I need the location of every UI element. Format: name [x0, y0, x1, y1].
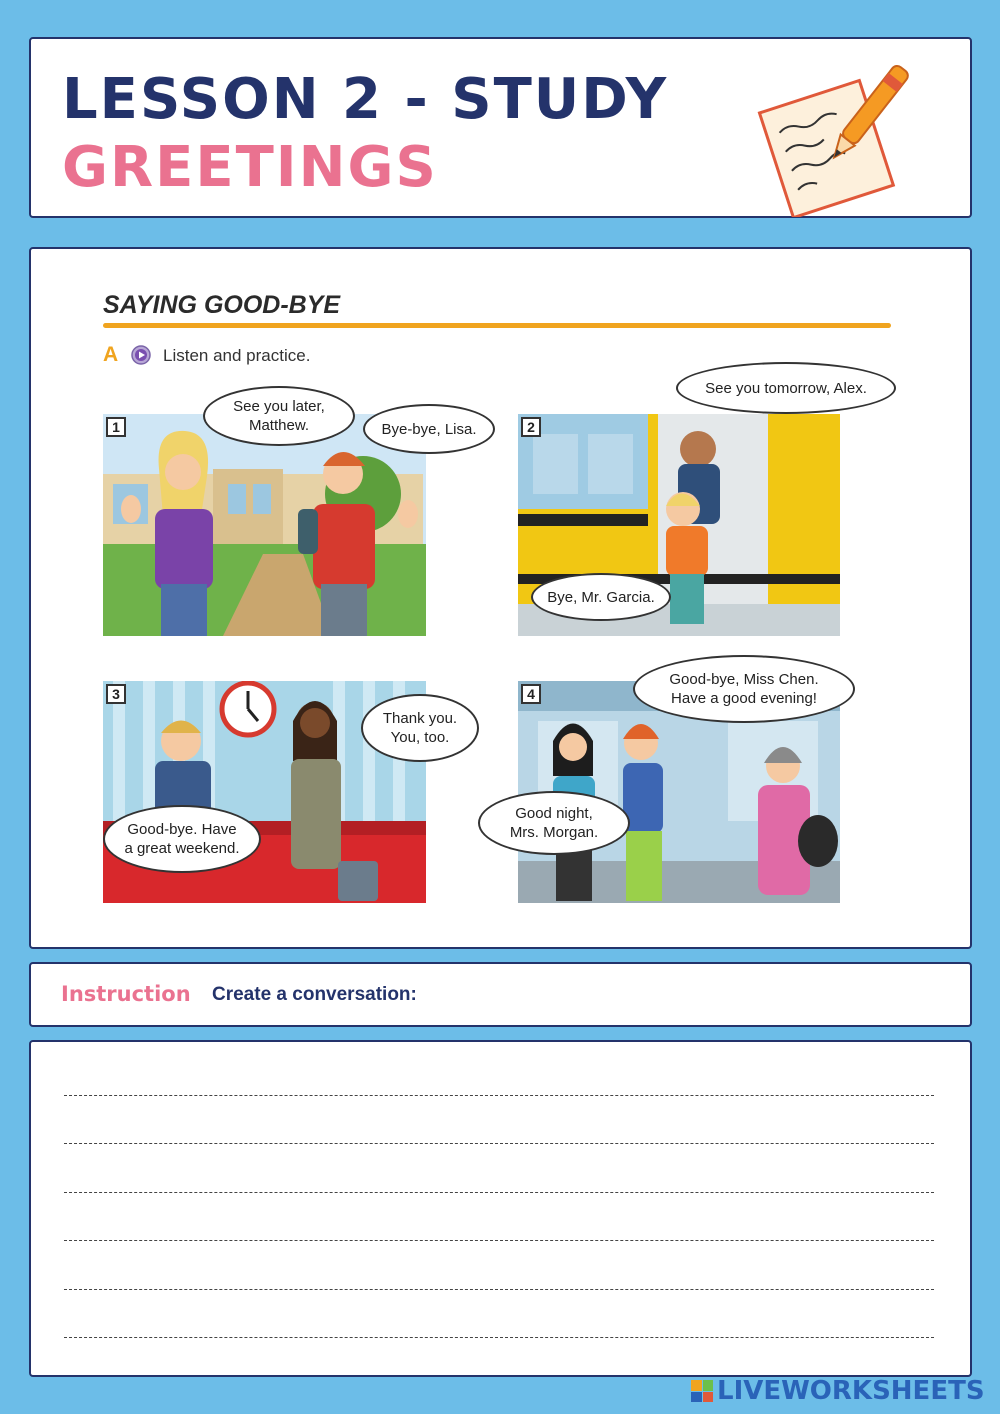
- liveworksheets-logo-icon: [691, 1380, 713, 1402]
- speech-bubble: See you later, Matthew.: [203, 386, 355, 446]
- speech-bubble: Bye-bye, Lisa.: [363, 404, 495, 454]
- liveworksheets-logo[interactable]: [691, 1376, 985, 1406]
- answer-line[interactable]: [64, 1337, 934, 1338]
- scene-number: 3: [106, 684, 126, 704]
- speech-bubble: Good-bye. Have a great weekend.: [103, 805, 261, 873]
- notepad-pen-icon: [747, 47, 917, 217]
- speech-bubble: Good night, Mrs. Morgan.: [478, 791, 630, 855]
- exercise-instruction: Listen and practice.: [163, 346, 311, 365]
- answer-area[interactable]: [29, 1040, 972, 1377]
- lesson-title: LESSON 2 - STUDY: [62, 67, 669, 132]
- answer-line[interactable]: [64, 1289, 934, 1290]
- dialogue-panel: [29, 247, 972, 949]
- speech-bubble: See you tomorrow, Alex.: [676, 362, 896, 414]
- speech-bubble: Good-bye, Miss Chen. Have a good evening!: [633, 655, 855, 723]
- section-divider: [103, 323, 891, 328]
- play-icon[interactable]: [131, 345, 151, 365]
- scene-number: 2: [521, 417, 541, 437]
- speech-bubble: Bye, Mr. Garcia.: [531, 573, 671, 621]
- scene-1-illustration: [103, 414, 426, 636]
- answer-line[interactable]: [64, 1192, 934, 1193]
- instruction-bar: [29, 962, 972, 1027]
- answer-line[interactable]: [64, 1143, 934, 1144]
- brand-name: LIVEWORKSHEETS: [717, 1376, 985, 1406]
- speech-bubble: Thank you. You, too.: [361, 694, 479, 762]
- lesson-subtitle: GREETINGS: [62, 135, 438, 200]
- answer-line[interactable]: [64, 1240, 934, 1241]
- exercise-letter: A: [103, 343, 119, 366]
- section-title: SAYING GOOD-BYE: [103, 291, 341, 319]
- instruction-label: Instruction: [61, 982, 191, 1006]
- instruction-text: Create a conversation:: [212, 984, 417, 1005]
- answer-line[interactable]: [64, 1095, 934, 1096]
- scene-number: 1: [106, 417, 126, 437]
- scene-number: 4: [521, 684, 541, 704]
- header-card: [29, 37, 972, 218]
